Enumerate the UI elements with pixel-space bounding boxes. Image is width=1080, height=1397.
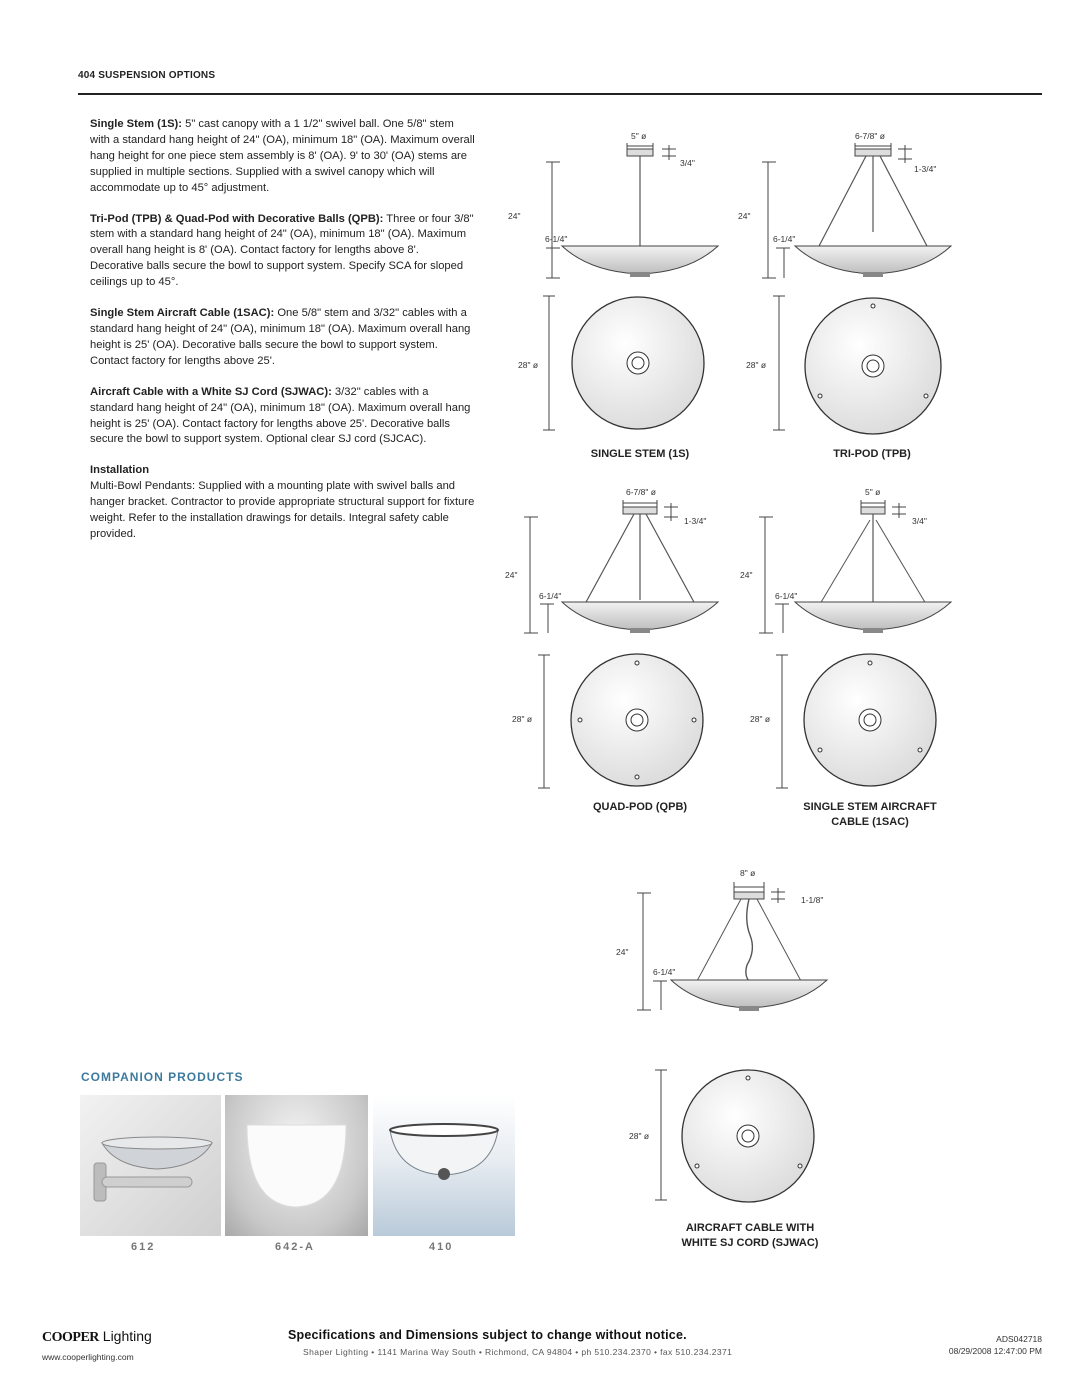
document-date: 08/29/2008 12:47:00 PM (948, 1346, 1042, 1356)
option-body: 5" cast canopy with a 1 1/2" swivel ball. One 5/8" stem with a standard hang height of 24" (OA), minimum 18" (OA). Maximum overall hang height for one piece stem assembly is 8' (OA). 9' to 30' (OA) stems are supplied in multiple sections. Supplied with a swivel canopy which will accommodate up to 45° adjustment. (90, 118, 475, 194)
companion-products-title: COMPANION PRODUCTS (81, 1070, 244, 1084)
1sac-height-dim: 24" (740, 570, 753, 580)
qpb-bowl-height-dim: 6-1/4" (539, 591, 562, 601)
sjwac-elevation (637, 882, 827, 1011)
sjwac-height-dim: 24" (616, 947, 629, 957)
installation-body: Multi-Bowl Pendants: Supplied with a mounting plate with swivel balls and hanger bracket. Contractor to provide appropriate structural support for fixture weight. Refer to the installation drawings for details. Integral safety cable provided. (90, 480, 475, 540)
sjwac-canopy-dim: 8" ø (740, 868, 756, 878)
ss-canopy-dim: 5" ø (631, 131, 647, 141)
label-aircraft-line1: SINGLE STEM AIRCRAFT (803, 801, 937, 813)
option-title: Aircraft Cable with a White SJ Cord (SJWAC): (90, 385, 332, 398)
label-sjwac-line1: AIRCRAFT CABLE WITH (685, 1222, 815, 1234)
aircraft-plan (776, 654, 936, 788)
page-title: 404 SUSPENSION OPTIONS (78, 70, 216, 81)
qpb-diameter-dim: 28" ø (512, 714, 533, 724)
logo-suffix: Lighting (98, 1328, 152, 1344)
address-text: Shaper Lighting • 1141 Marina Way South • Richmond, CA 94804 • ph 510.234.2370 • fax 510.234.2371 (303, 1347, 733, 1357)
1sac-bowl-height-dim: 6-1/4" (775, 591, 798, 601)
product-label-410: 410 (429, 1241, 454, 1253)
sconce-642a-image (225, 1095, 368, 1236)
qpb-height-dim: 24" (505, 570, 518, 580)
tpb-height-dim: 24" (738, 211, 751, 221)
label-tri-pod: TRI-POD (TPB) (833, 448, 911, 460)
product-photo-642a[interactable] (225, 1095, 368, 1236)
option-title: Single Stem Aircraft Cable (1SAC): (90, 307, 275, 320)
website-link[interactable]: www.cooperlighting.com (42, 1352, 134, 1362)
label-quad-pod: QUAD-POD (QPB) (592, 801, 688, 813)
option-body: Three or four 3/8" stem with a standard hang height of 24" (OA), minimum 18" (OA). Maximum overall hang height is 8' (OA). Contact factory for lengths above 8'. Decorative balls secure the bowl to support system. Specify SCA for sloped ceilings up to 45°. (90, 212, 474, 289)
quad-pod-plan (538, 654, 703, 788)
label-aircraft (770, 800, 970, 830)
sjwac-canopy-height-dim: 1-1/8" (801, 895, 824, 905)
ss-canopy-height-dim: 3/4" (680, 158, 695, 168)
single-stem-plan (543, 296, 704, 430)
qpb-canopy-height-dim: 1-3/4" (684, 516, 707, 526)
document-id: ADS042718 (996, 1334, 1042, 1344)
ss-diameter-dim: 28" ø (518, 360, 539, 370)
installation-title: Installation (90, 464, 150, 477)
notice-text: Specifications and Dimensions subject to change without notice. (288, 1328, 687, 1342)
tpb-bowl-height-dim: 6-1/4" (773, 234, 796, 244)
cooper-logo (42, 1328, 152, 1346)
ss-bowl-height-dim: 6-1/4" (545, 234, 568, 244)
product-photo-410[interactable] (373, 1095, 515, 1236)
tpb-canopy-dim: 6-7/8" ø (855, 131, 885, 141)
option-body: 3/32" cables with a standard hang height of 24" (OA), minimum 18" (OA). Maximum overall hang height is 25' (OA). Contact factory for lengths above 25'. Decorative balls secure the bowl to support system. Optional clear SJ cord (SJCAC). (90, 385, 471, 446)
sjwac-bowl-height-dim: 6-1/4" (653, 967, 676, 977)
ceiling-410-image (373, 1095, 515, 1236)
product-photo-612[interactable] (80, 1095, 221, 1236)
sjwac-plan (655, 1070, 814, 1202)
option-body: One 5/8" stem and 3/32" cables with a standard hang height of 24" (OA), minimum 18" (OA). Maximum overall hang height is 25' (OA). Decorative balls secure the bowl to support system. Contact factory for lengths above 25'. (90, 307, 471, 367)
1sac-diameter-dim: 28" ø (750, 714, 771, 724)
label-sjwac (650, 1221, 850, 1251)
logo-brand: COOPER (42, 1330, 99, 1345)
label-aircraft-line2: CABLE (1SAC) (831, 816, 909, 828)
option-title: Tri-Pod (TPB) & Quad-Pod with Decorative Balls (QPB): (90, 212, 384, 225)
label-single-stem: SINGLE STEM (1S) (590, 448, 690, 460)
product-label-642a: 642-A (275, 1241, 315, 1253)
qpb-canopy-dim: 6-7/8" ø (626, 487, 656, 497)
tpb-canopy-height-dim: 1-3/4" (914, 164, 937, 174)
tri-pod-plan (773, 296, 941, 434)
tpb-diameter-dim: 28" ø (746, 360, 767, 370)
sconce-612-image (80, 1095, 221, 1236)
ss-height-dim: 24" (508, 211, 521, 221)
1sac-canopy-dim: 5" ø (865, 487, 881, 497)
label-sjwac-line2: WHITE SJ CORD (SJWAC) (681, 1237, 819, 1249)
1sac-canopy-height-dim: 3/4" (912, 516, 927, 526)
option-title: Single Stem (1S): (90, 118, 183, 130)
product-label-612: 612 (131, 1241, 156, 1253)
sjwac-diameter-dim: 28" ø (629, 1131, 650, 1141)
